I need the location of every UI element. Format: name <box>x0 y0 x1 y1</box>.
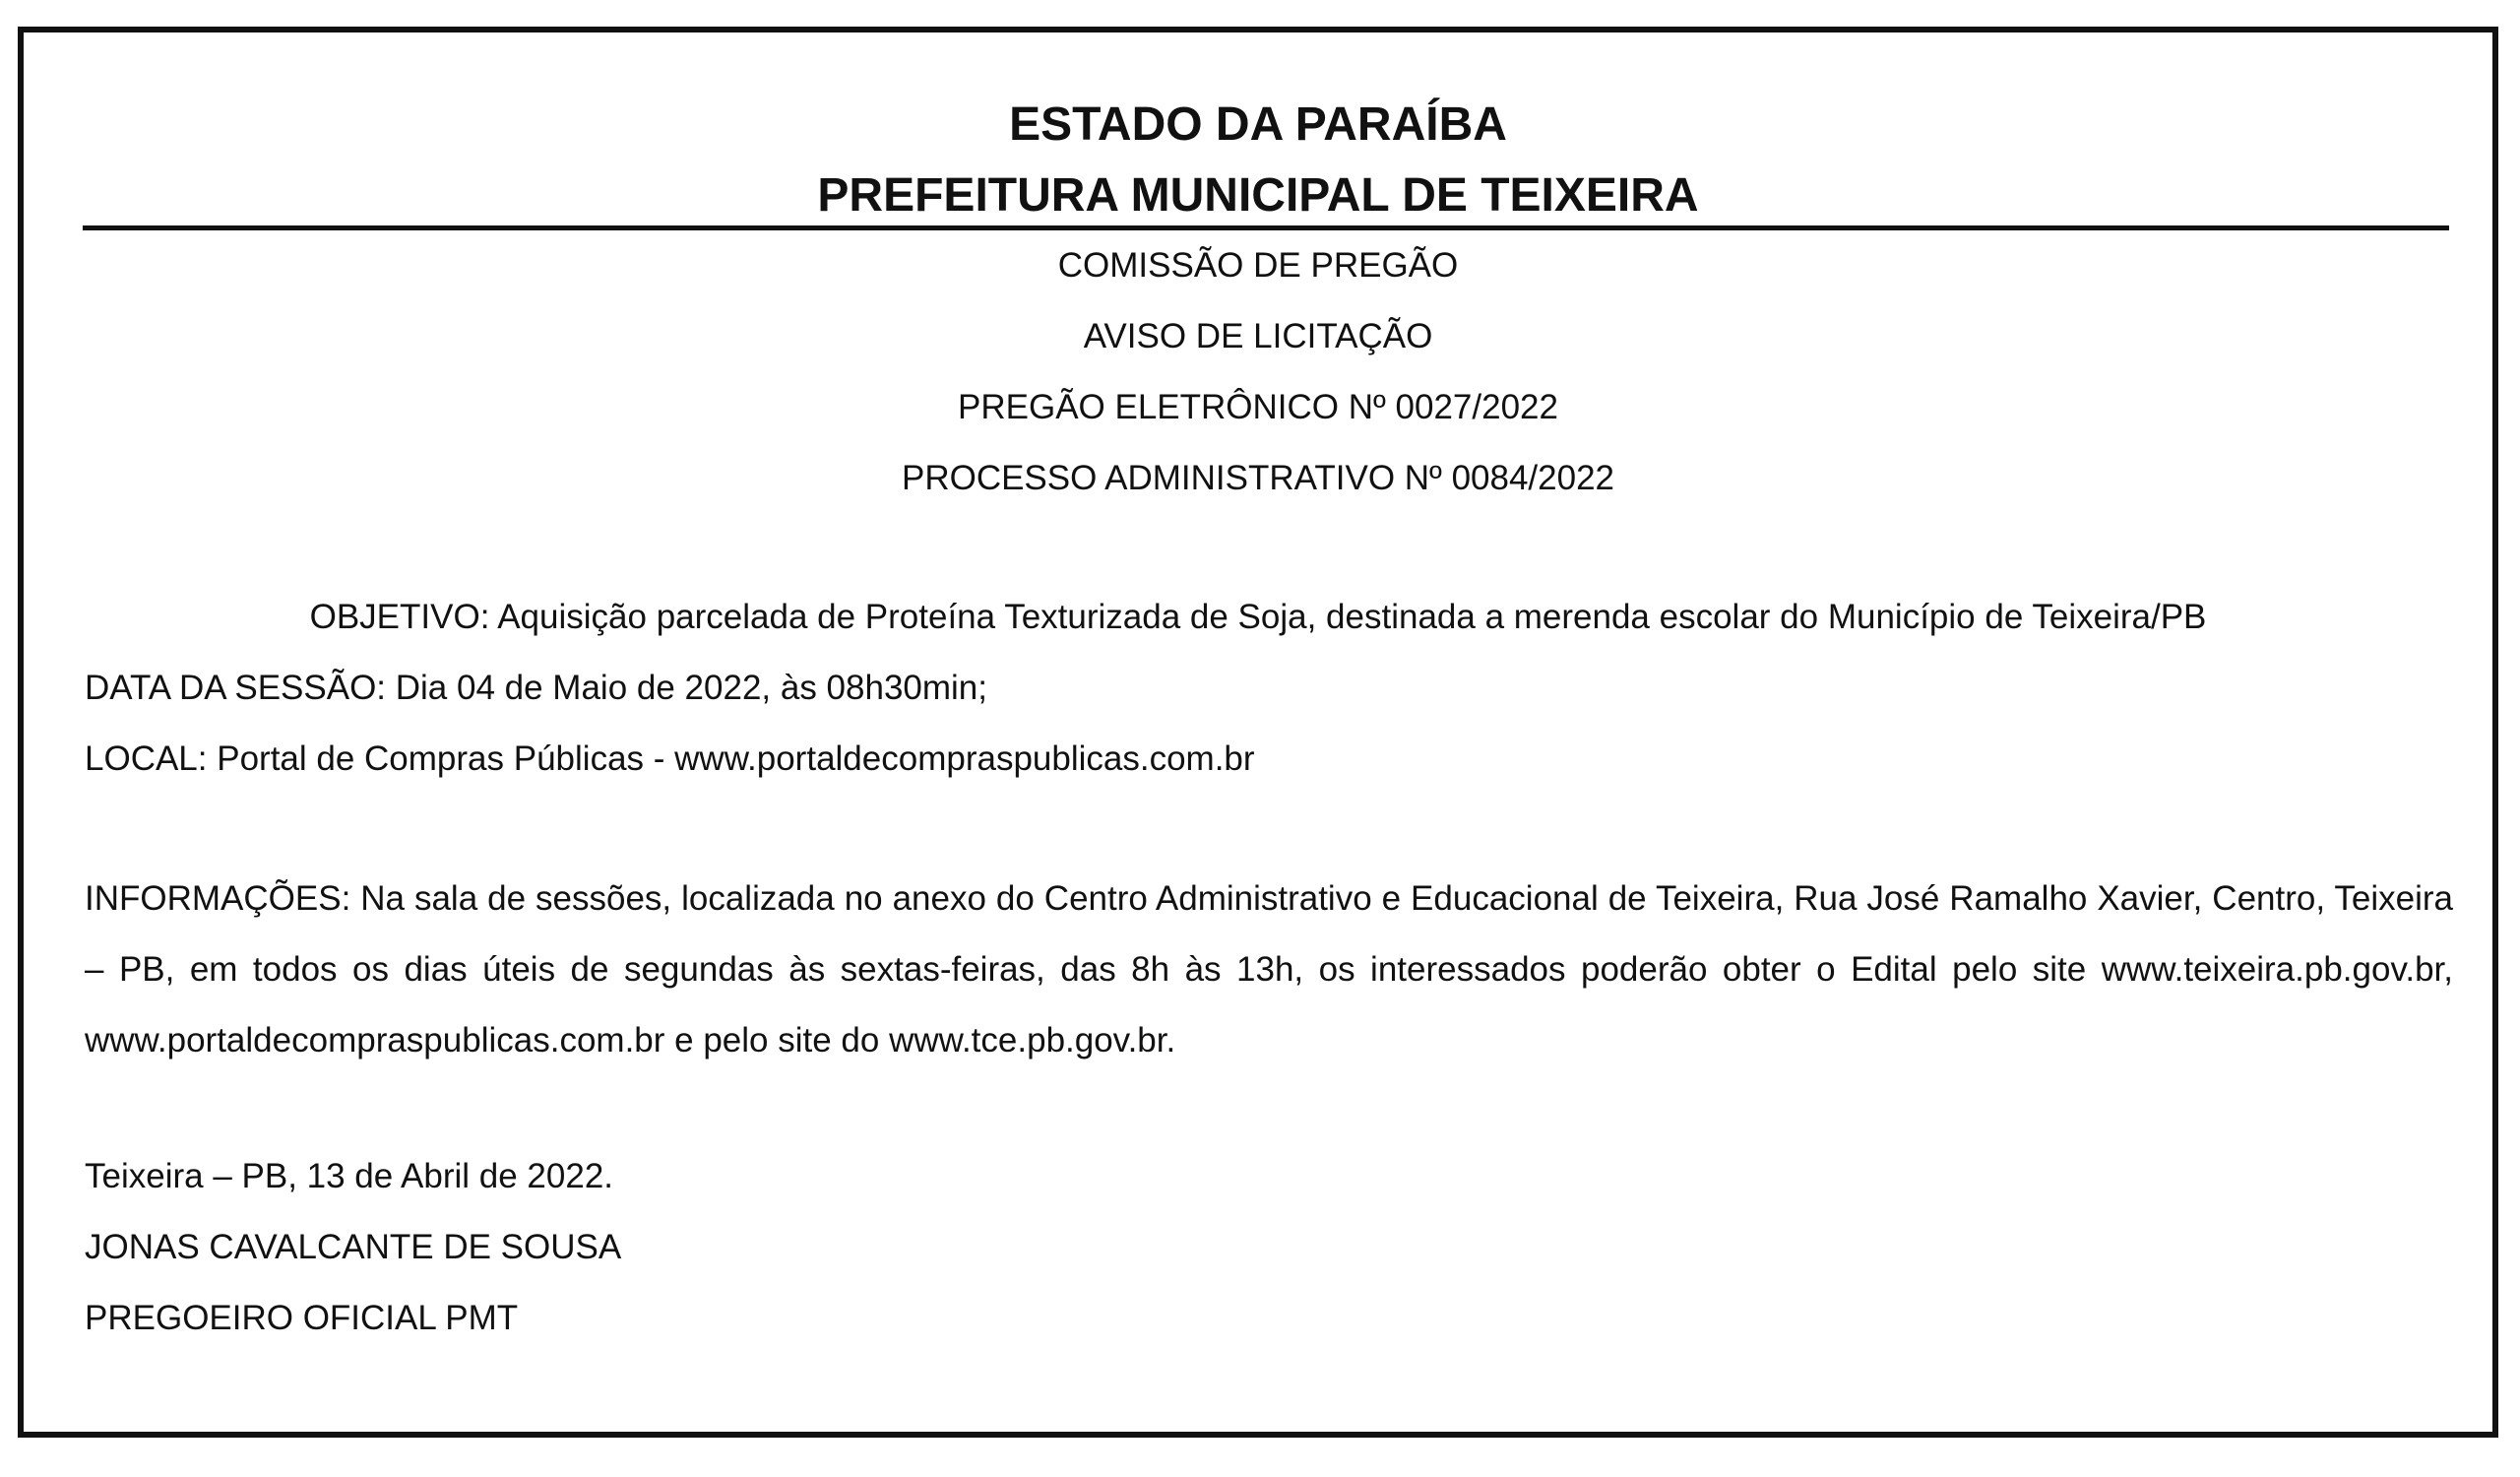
processo-number: PROCESSO ADMINISTRATIVO Nº 0084/2022 <box>901 459 1615 497</box>
objective-text: OBJETIVO: Aquisição parcelada de Proteína Texturizada de Soja, destinada a merenda escolar do Município de Teixeira/PB <box>309 598 2207 636</box>
header-divider <box>83 225 2449 230</box>
notice-frame <box>18 27 2498 1438</box>
location-text: LOCAL: Portal de Compras Públicas - www.portaldecompraspublicas.com.br <box>85 739 1255 778</box>
pregao-number: PREGÃO ELETRÔNICO Nº 0027/2022 <box>958 388 1558 426</box>
place-date-text: Teixeira – PB, 13 de Abril de 2022. <box>85 1157 614 1195</box>
notice-title: AVISO DE LICITAÇÃO <box>1083 317 1433 355</box>
signatory-role: PREGOEIRO OFICIAL PMT <box>85 1299 519 1337</box>
signatory-name: JONAS CAVALCANTE DE SOUSA <box>85 1228 622 1266</box>
header <box>24 90 2492 231</box>
prefecture-heading: PREFEITURA MUNICIPAL DE TEIXEIRA <box>817 169 1699 222</box>
session-date-text: DATA DA SESSÃO: Dia 04 de Maio de 2022, às 08h30min; <box>85 669 987 707</box>
state-heading: ESTADO DA PARAÍBA <box>1009 98 1507 151</box>
commission-label: COMISSÃO DE PREGÃO <box>1057 246 1459 285</box>
information-paragraph: INFORMAÇÕES: Na sala de sessões, localizada no anexo do Centro Administrativo e Educacional de Teixeira, Rua José Ramalho Xavier, Centro, Teixeira – PB, em todos os dias úteis de segundas às sextas-feiras, das 8h às 13h, os interessados poderão obter o Edital pelo site www.teixeira.pb.gov.br, www.portaldecompraspublicas.com.br e pelo site do www.tce.pb.gov.br. <box>85 879 2453 1060</box>
